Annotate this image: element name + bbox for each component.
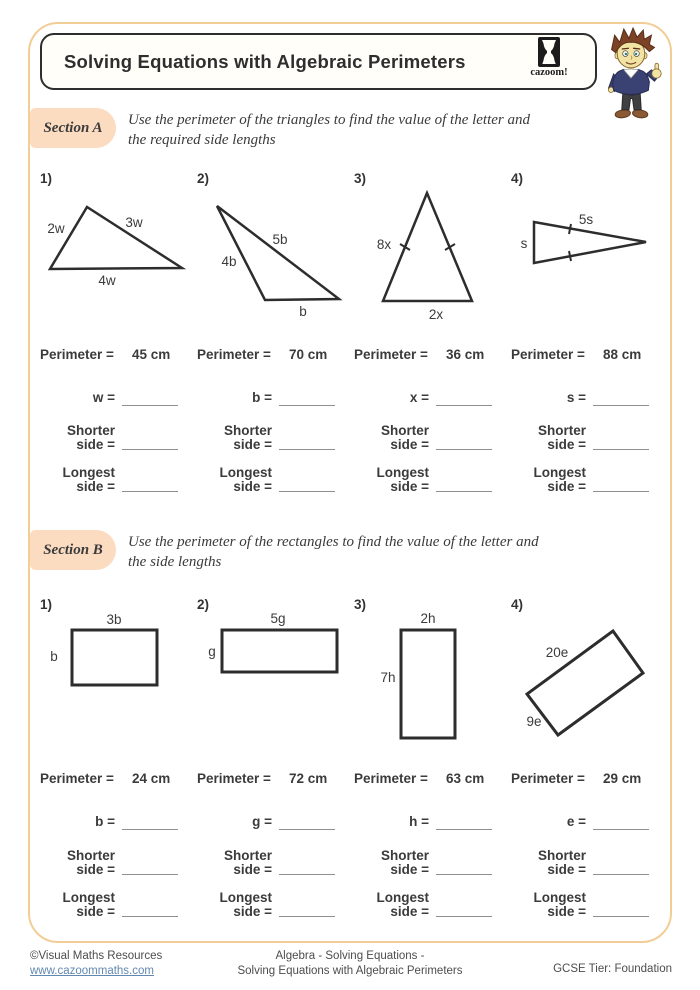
side-label: 8x [376,237,392,252]
side-label: 3w [125,215,143,230]
section-b-instructions-line2: the side lengths [128,554,222,570]
answer-line [122,434,178,450]
rectangle-3 [380,611,455,738]
tick-mark-icon [569,224,571,234]
side-label: 4b [221,254,237,269]
answer-line [122,476,178,492]
problem-number: 4) [511,597,524,612]
answer-line [436,814,492,830]
section-b-label-text: Section B [43,541,103,558]
section-b-instructions [128,532,588,572]
answer-line [436,901,492,917]
section-b-perimeter-row [40,771,668,786]
section-a-variable-row [40,388,668,406]
footer-left [30,949,162,978]
section-a-instructions-line1: Use the perimeter of the triangles to find the value of the letter and [128,112,531,128]
shorter-side-label: Shorter side = [66,423,115,452]
perimeter-value: 70 cm [289,347,328,362]
answer-line [593,859,649,875]
perimeter-label: Perimeter = [354,771,428,786]
answer-line [279,434,335,450]
perimeter-value: 24 cm [132,771,171,786]
footer-copyright: ©Visual Maths Resources [30,950,163,962]
answer-line [122,390,178,406]
answer-line [436,434,492,450]
side-label: 5g [270,611,286,626]
answer-line [593,476,649,492]
triangle-2 [217,206,339,319]
section-a-longest-row [40,466,668,494]
perimeter-value: 36 cm [446,347,485,362]
perimeter-label: Perimeter = [354,347,428,362]
perimeter-value: 45 cm [132,347,171,362]
perimeter-label: Perimeter = [511,771,585,786]
footer-topic-line1: Algebra - Solving Equations - [275,950,425,962]
section-a-instructions-line2: the required side lengths [128,132,276,148]
longest-side-label: Longest side = [62,465,115,494]
side-label: 4w [98,273,116,288]
variable-label: b = [252,390,272,405]
variable-label: w = [92,390,115,405]
footer-website-link[interactable]: www.cazoommaths.com [30,964,154,977]
tick-mark-icon [569,251,571,261]
footer-center [175,949,525,979]
section-a-perimeter-row [40,347,668,362]
answer-line [593,814,649,830]
section-b-number-row [40,597,668,612]
answer-line [279,476,335,492]
section-b-instructions-line1: Use the perimeter of the rectangles to find the value of the letter and [128,534,539,550]
perimeter-value: 29 cm [603,771,642,786]
variable-label: x = [409,390,429,405]
cazoom-logo-text: cazoom! [530,67,568,78]
longest-side-label: Longest side = [62,890,115,919]
side-label: 3b [106,612,122,627]
section-b-variable-row [40,812,668,830]
problem-number: 1) [40,597,53,612]
section-b-longest-row [40,891,668,919]
section-a-shorter-row [40,424,668,452]
shorter-side-label: Shorter side = [537,423,586,452]
problem-number: 2) [197,597,210,612]
shorter-side-label: Shorter side = [223,423,272,452]
problem-number: 3) [354,597,367,612]
answer-line [279,901,335,917]
side-label: 5b [272,232,288,247]
answer-line [279,859,335,875]
longest-side-label: Longest side = [533,890,586,919]
side-label: 7h [380,670,396,685]
side-label: 2h [420,611,436,626]
side-label: s [520,236,528,251]
answer-line [122,901,178,917]
shorter-side-label: Shorter side = [223,848,272,877]
longest-side-label: Longest side = [219,465,272,494]
perimeter-value: 72 cm [289,771,328,786]
page-title: Solving Equations with Algebraic Perimeters [64,50,466,72]
footer-tier: GCSE Tier: Foundation [553,963,672,975]
longest-side-label: Longest side = [219,890,272,919]
answer-line [593,901,649,917]
variable-label: b = [95,814,115,829]
longest-side-label: Longest side = [533,465,586,494]
side-label: b [299,304,307,319]
longest-side-label: Longest side = [376,465,429,494]
side-label: 2x [428,307,444,322]
perimeter-label: Perimeter = [40,771,114,786]
perimeter-value: 88 cm [603,347,642,362]
problem-number: 4) [511,171,524,186]
rectangle-4 [526,631,643,735]
rectangle-2 [208,611,337,672]
shorter-side-label: Shorter side = [66,848,115,877]
rectangle-1 [50,612,157,685]
problem-number: 2) [197,171,210,186]
triangle-3 [377,193,472,322]
variable-label: h = [409,814,429,829]
perimeter-label: Perimeter = [40,347,114,362]
section-a-label-text: Section A [43,119,103,136]
shorter-side-label: Shorter side = [380,848,429,877]
longest-side-label: Longest side = [376,890,429,919]
answer-line [436,859,492,875]
answer-line [122,859,178,875]
variable-label: s = [566,390,586,405]
section-b-label [30,530,116,570]
perimeter-value: 63 cm [446,771,485,786]
side-label: 20e [545,645,569,660]
section-b-shorter-row [40,849,668,877]
side-label: 9e [526,714,542,729]
variable-label: g = [252,814,272,829]
side-label: 2w [47,221,65,236]
problem-number: 3) [354,171,367,186]
answer-line [593,434,649,450]
triangle-1 [47,207,182,288]
problem-number: 1) [40,171,53,186]
side-label: g [208,644,216,659]
footer-topic-line2: Solving Equations with Algebraic Perimeters [237,965,463,977]
side-label: b [50,649,58,664]
answer-line [279,814,335,830]
answer-line [436,476,492,492]
side-label: 5s [578,212,594,227]
variable-label: e = [566,814,586,829]
perimeter-label: Perimeter = [511,347,585,362]
answer-line [593,390,649,406]
answer-line [279,390,335,406]
perimeter-label: Perimeter = [197,771,271,786]
answer-line [122,814,178,830]
answer-line [436,390,492,406]
shorter-side-label: Shorter side = [537,848,586,877]
shorter-side-label: Shorter side = [380,423,429,452]
perimeter-label: Perimeter = [197,347,271,362]
triangle-4 [521,212,646,263]
